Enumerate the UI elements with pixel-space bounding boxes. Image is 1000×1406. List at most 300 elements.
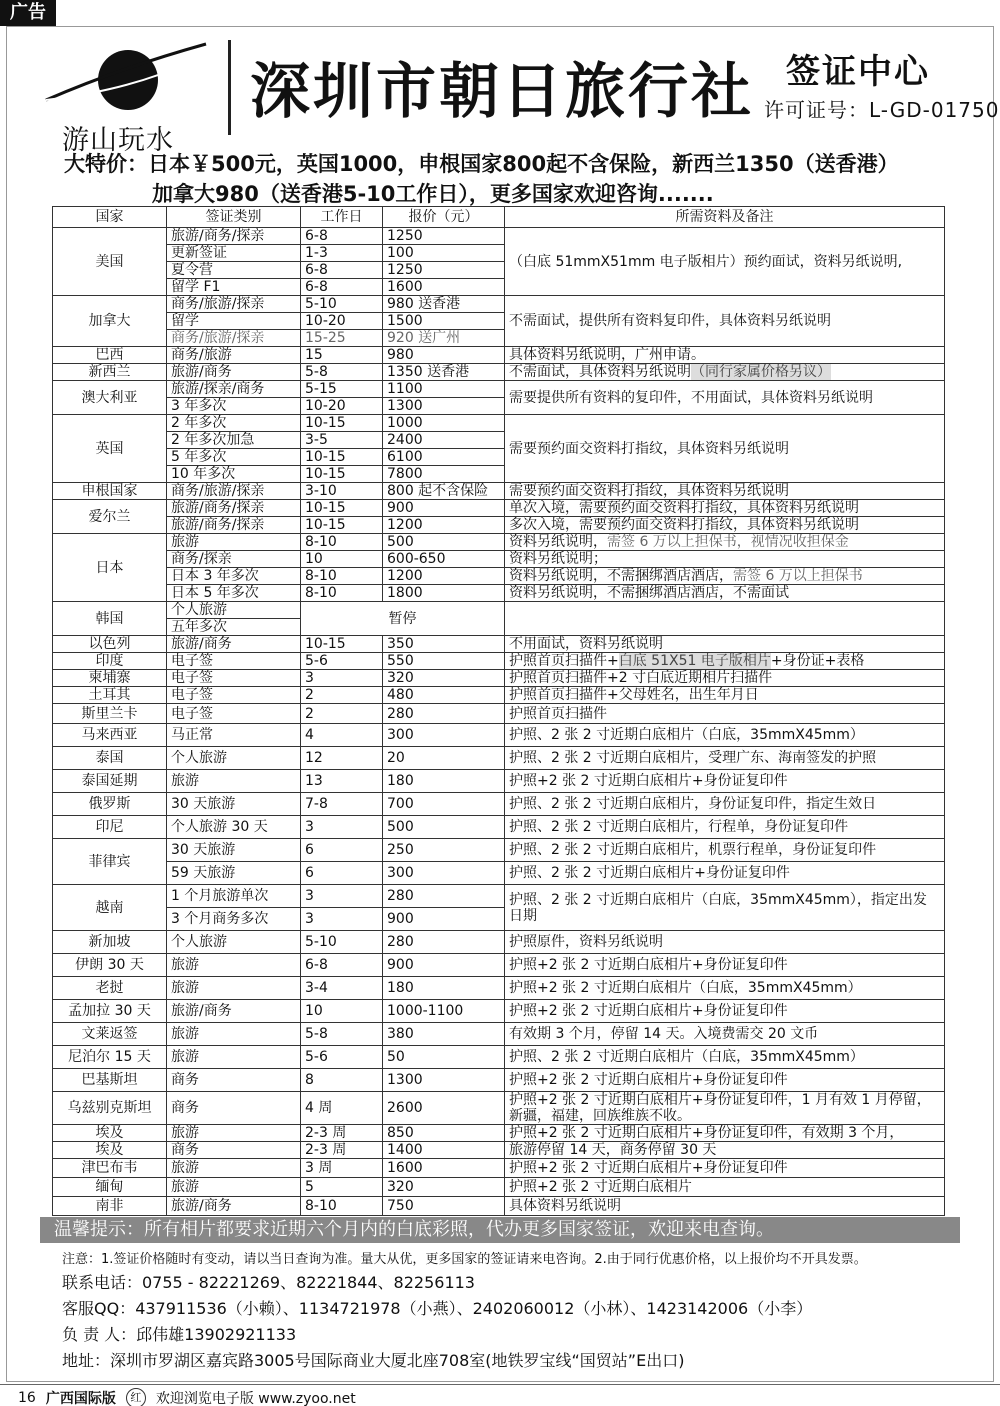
cell-notes xyxy=(505,1142,945,1159)
cell-days: 12 xyxy=(301,747,383,770)
cell-visa-type: 更新签证 xyxy=(167,245,301,262)
cell-price: 1300 xyxy=(383,398,505,415)
notes-text: 护照、2 张 2 寸近期白底相片，行程单，身份证复印件 xyxy=(509,819,849,835)
cell-visa-type: 5 年多次 xyxy=(167,449,301,466)
cell-visa-type: 旅游/商务/探亲 xyxy=(167,500,301,517)
footer xyxy=(18,1388,356,1406)
contact-address: 地址：深圳市罗湖区嘉宾路3005号国际商业大厦北座708室(地铁罗宝线“国贸站”E出口) xyxy=(62,1351,685,1370)
cell-visa-type: 商务/探亲 xyxy=(167,551,301,568)
cell-country: 南非 xyxy=(53,1197,167,1216)
cell-visa-type: 个人旅游 30 天 xyxy=(167,816,301,839)
header-notes: 所需资料及备注 xyxy=(505,207,945,228)
cell-price: 800 起不含保险 xyxy=(383,483,505,500)
cell-notes xyxy=(505,602,945,636)
cell-days: 2 xyxy=(301,704,383,724)
cell-price: 900 xyxy=(383,500,505,517)
cell-price: 2600 xyxy=(383,1092,505,1125)
notes-highlight: 需签 6 万以上担保书 xyxy=(733,568,863,584)
cell-price: 1250 xyxy=(383,262,505,279)
cell-country: 俄罗斯 xyxy=(53,793,167,816)
cell-days: 5-10 xyxy=(301,296,383,313)
edition-badge-icon: 红 xyxy=(126,1388,146,1406)
header-divider xyxy=(228,40,231,135)
table-row xyxy=(53,1092,945,1125)
notes-text: 护照、2 张 2 寸近期白底相片+身份证复印件 xyxy=(509,865,790,881)
cell-price: 350 xyxy=(383,636,505,653)
cell-price: 1000-1100 xyxy=(383,1000,505,1023)
cell-visa-type: 10 年多次 xyxy=(167,466,301,483)
notes-highlight: 白底 51X51 电子版相片 xyxy=(618,653,771,669)
table-row xyxy=(53,793,945,816)
cell-days: 10-15 xyxy=(301,415,383,432)
notes-text: 护照首页扫描件+2 寸白底近期相片扫描件 xyxy=(509,670,773,686)
notes-text: 护照、2 张 2 寸近期白底相片（白底，35mmX45mm），指定出发日期 xyxy=(509,891,927,924)
cell-visa-type: 留学 xyxy=(167,313,301,330)
globe-logo-icon xyxy=(40,38,210,116)
ad-label: 广告 xyxy=(0,0,56,26)
logo-text: 游山玩水 xyxy=(62,125,174,156)
cell-visa-type: 留学 F1 xyxy=(167,279,301,296)
cell-notes xyxy=(505,1159,945,1178)
cell-notes xyxy=(505,517,945,534)
notes-text: 不用面试，资料另纸说明 xyxy=(509,636,663,652)
cell-visa-type: 旅游/商务/探亲 xyxy=(167,228,301,245)
cell-notes xyxy=(505,347,945,364)
cell-visa-type: 商务/旅游/探亲 xyxy=(167,296,301,313)
cell-days: 10-15 xyxy=(301,466,383,483)
cell-visa-type: 旅游/商务 xyxy=(167,1197,301,1216)
cell-days: 7-8 xyxy=(301,793,383,816)
notes-text: （白底 51mmX51mm 电子版相片）预约面试，资料另纸说明, xyxy=(509,253,903,270)
website-link[interactable]: 欢迎浏览电子版 www.zyoo.net xyxy=(155,1391,356,1406)
table-row xyxy=(53,415,945,432)
cell-notes xyxy=(505,724,945,747)
table-row xyxy=(53,747,945,770)
visa-price-table xyxy=(52,206,945,1216)
cell-days: 10 xyxy=(301,1000,383,1023)
notes-text: 具体资料另纸说明，广州申请。 xyxy=(509,347,705,363)
cell-visa-type: 商务 xyxy=(167,1142,301,1159)
cell-country: 缅甸 xyxy=(53,1178,167,1197)
cell-country: 伊朗 30 天 xyxy=(53,954,167,977)
cell-country: 以色列 xyxy=(53,636,167,653)
cell-price: 550 xyxy=(383,653,505,670)
cell-days: 6 xyxy=(301,862,383,885)
cell-notes xyxy=(505,793,945,816)
cell-days: 8-10 xyxy=(301,568,383,585)
cell-visa-type: 商务/旅游 xyxy=(167,347,301,364)
cell-visa-type: 旅游/商务 xyxy=(167,636,301,653)
cell-price: 980 送香港 xyxy=(383,296,505,313)
cell-country: 申根国家 xyxy=(53,483,167,500)
cell-notes xyxy=(505,534,945,551)
cell-notes xyxy=(505,228,945,296)
cell-notes xyxy=(505,1069,945,1092)
cell-days: 13 xyxy=(301,770,383,793)
cell-country: 日本 xyxy=(53,534,167,602)
edition-name: 广西国际版 xyxy=(45,1391,116,1406)
notes-text: 护照、2 张 2 寸近期白底相片（白底，35mmX45mm） xyxy=(509,1049,864,1065)
table-row xyxy=(53,347,945,364)
cell-price: 180 xyxy=(383,770,505,793)
cell-country: 文莱返签 xyxy=(53,1023,167,1046)
contact-phone: 联系电话：0755 - 82221269、82221844、82256113 xyxy=(62,1273,475,1292)
table-header-row xyxy=(53,207,945,228)
cell-country: 埃及 xyxy=(53,1125,167,1142)
cell-notes xyxy=(505,415,945,483)
cell-days: 8-10 xyxy=(301,585,383,602)
table-row xyxy=(53,862,945,885)
cell-days: 3-4 xyxy=(301,977,383,1000)
cell-suspended: 暂停 xyxy=(301,602,505,636)
cell-notes xyxy=(505,839,945,862)
cell-notes xyxy=(505,636,945,653)
table-row xyxy=(53,551,945,568)
cell-visa-type: 个人旅游 xyxy=(167,602,301,619)
table-row xyxy=(53,517,945,534)
notes-text: 旅游停留 14 天，商务停留 30 天 xyxy=(509,1142,717,1158)
table-row xyxy=(53,704,945,724)
cell-days: 5-8 xyxy=(301,1023,383,1046)
notes-text: 护照首页扫描件 xyxy=(509,705,607,722)
cell-price: 1000 xyxy=(383,415,505,432)
cell-price: 2400 xyxy=(383,432,505,449)
notes-text: 需要提供所有资料的复印件，不用面试，具体资料另纸说明 xyxy=(509,389,873,406)
notes-text: 护照+2 张 2 寸近期白底相片+身份证复印件，有效期 3 个月， xyxy=(509,1125,904,1141)
cell-visa-type: 3 年多次 xyxy=(167,398,301,415)
cell-notes xyxy=(505,381,945,415)
cell-notes xyxy=(505,1092,945,1125)
cell-notes xyxy=(505,364,945,381)
cell-price: 280 xyxy=(383,704,505,724)
cell-country: 美国 xyxy=(53,228,167,296)
cell-visa-type: 个人旅游 xyxy=(167,931,301,954)
cell-country: 新西兰 xyxy=(53,364,167,381)
cell-price: 1250 xyxy=(383,228,505,245)
contact-manager: 负 责 人：邱伟雄13902921133 xyxy=(62,1325,297,1344)
footer-divider xyxy=(0,1384,1000,1385)
cell-price: 50 xyxy=(383,1046,505,1069)
agency-name: 深圳市朝日旅行社 xyxy=(250,57,754,127)
notes-text: 护照+2 张 2 寸近期白底相片+身份证复印件 xyxy=(509,1160,788,1176)
cell-days: 8 xyxy=(301,1069,383,1092)
cell-price: 900 xyxy=(383,908,505,931)
table-row xyxy=(53,885,945,908)
table-row xyxy=(53,1197,945,1216)
cell-price: 320 xyxy=(383,1178,505,1197)
header-country: 国家 xyxy=(53,207,167,228)
cell-price: 380 xyxy=(383,1023,505,1046)
cell-days: 6-8 xyxy=(301,262,383,279)
table-row xyxy=(53,1046,945,1069)
cell-country: 爱尔兰 xyxy=(53,500,167,534)
cell-visa-type: 旅游 xyxy=(167,1125,301,1142)
table-row xyxy=(53,670,945,687)
cell-notes xyxy=(505,670,945,687)
cell-price: 500 xyxy=(383,816,505,839)
cell-notes xyxy=(505,770,945,793)
cell-visa-type: 日本 5 年多次 xyxy=(167,585,301,602)
notes-text: 护照首页扫描件+父母姓名，出生年月日 xyxy=(509,687,759,703)
promo-line-2: 加拿大980（送香港5-10工作日），更多国家欢迎咨询....... xyxy=(152,182,714,206)
cell-visa-type: 旅游 xyxy=(167,1159,301,1178)
cell-days: 5-8 xyxy=(301,364,383,381)
cell-notes xyxy=(505,862,945,885)
cell-days: 3 xyxy=(301,885,383,908)
cell-days: 5-10 xyxy=(301,931,383,954)
notes-text: 不需面试，提供所有资料复印件，具体资料另纸说明 xyxy=(509,313,831,329)
cell-visa-type: 电子签 xyxy=(167,687,301,704)
cell-notes xyxy=(505,977,945,1000)
license-number: 许可证号：L-GD-01750 xyxy=(764,98,1000,122)
cell-visa-type: 2 年多次 xyxy=(167,415,301,432)
cell-price: 7800 xyxy=(383,466,505,483)
table-row xyxy=(53,534,945,551)
cell-visa-type: 旅游 xyxy=(167,1023,301,1046)
cell-days: 3-10 xyxy=(301,483,383,500)
cell-notes xyxy=(505,816,945,839)
cell-country: 巴西 xyxy=(53,347,167,364)
cell-price: 1100 xyxy=(383,381,505,398)
table-row xyxy=(53,1178,945,1197)
notes-text: 护照+2 张 2 寸近期白底相片+身份证复印件 xyxy=(509,773,788,789)
table-row xyxy=(53,653,945,670)
cell-country: 乌兹别克斯坦 xyxy=(53,1092,167,1125)
table-body xyxy=(53,228,945,1216)
cell-price: 20 xyxy=(383,747,505,770)
cell-days: 10-15 xyxy=(301,636,383,653)
cell-price: 1800 xyxy=(383,585,505,602)
cell-visa-type: 五年多次 xyxy=(167,619,301,636)
cell-visa-type: 30 天旅游 xyxy=(167,793,301,816)
cell-price: 100 xyxy=(383,245,505,262)
table-row xyxy=(53,816,945,839)
table-row xyxy=(53,483,945,500)
cell-days: 10-20 xyxy=(301,398,383,415)
cell-days: 5 xyxy=(301,1178,383,1197)
notes-text-after: +身份证+表格 xyxy=(770,653,865,669)
header-working-days: 工作日 xyxy=(301,207,383,228)
notice-text: 注意：1.签证价格随时有变动，请以当日查询为准。量大从优，更多国家的签证请来电咨询。2.由于同行优惠价格，以上报价均不开具发票。 xyxy=(62,1252,867,1267)
cell-price: 1600 xyxy=(383,279,505,296)
table-row xyxy=(53,954,945,977)
cell-visa-type: 旅游/商务/探亲 xyxy=(167,517,301,534)
cell-days: 15 xyxy=(301,347,383,364)
cell-price: 6100 xyxy=(383,449,505,466)
tip-banner: 温馨提示：所有相片都要求近期六个月内的白底彩照，代办更多国家签证，欢迎来电查询。 xyxy=(40,1217,960,1243)
cell-price: 500 xyxy=(383,534,505,551)
notes-text: 护照+2 张 2 寸近期白底相片（白底，35mmX45mm） xyxy=(509,980,862,996)
notes-text: 需要预约面交资料打指纹，具体资料另纸说明 xyxy=(509,440,789,457)
cell-country: 印尼 xyxy=(53,816,167,839)
cell-price: 250 xyxy=(383,839,505,862)
notes-text: 护照、2 张 2 寸近期白底相片，受理广东、海南签发的护照 xyxy=(509,750,877,766)
cell-notes xyxy=(505,931,945,954)
cell-notes xyxy=(505,551,945,568)
cell-price: 1300 xyxy=(383,1069,505,1092)
notes-text: 护照+2 张 2 寸近期白底相片+身份证复印件 xyxy=(509,1072,788,1088)
cell-visa-type: 3 个月商务多次 xyxy=(167,908,301,931)
cell-country: 加拿大 xyxy=(53,296,167,347)
cell-days: 15-25 xyxy=(301,330,383,347)
notes-text: 需要预约面交资料打指纹，具体资料另纸说明 xyxy=(509,483,789,499)
cell-visa-type: 旅游/探亲/商务 xyxy=(167,381,301,398)
table-row xyxy=(53,296,945,313)
cell-price: 980 xyxy=(383,347,505,364)
cell-country: 新加坡 xyxy=(53,931,167,954)
table-row xyxy=(53,977,945,1000)
cell-price: 1400 xyxy=(383,1142,505,1159)
notes-text: 不需面试，具体资料另纸说明 xyxy=(509,364,691,380)
cell-notes xyxy=(505,483,945,500)
cell-visa-type: 旅游 xyxy=(167,1178,301,1197)
cell-days: 3 周 xyxy=(301,1159,383,1178)
cell-price: 600-650 xyxy=(383,551,505,568)
cell-country: 印度 xyxy=(53,653,167,670)
table-row xyxy=(53,1159,945,1178)
cell-visa-type: 电子签 xyxy=(167,670,301,687)
cell-visa-type: 59 天旅游 xyxy=(167,862,301,885)
cell-visa-type: 个人旅游 xyxy=(167,747,301,770)
notes-text: 有效期 3 个月，停留 14 天。入境费需交 20 文币 xyxy=(509,1026,819,1042)
table-row xyxy=(53,1023,945,1046)
table-row xyxy=(53,770,945,793)
cell-price: 920 送广州 xyxy=(383,330,505,347)
cell-visa-type: 旅游/商务 xyxy=(167,364,301,381)
header-visa-type: 签证类别 xyxy=(167,207,301,228)
cell-notes xyxy=(505,687,945,704)
promo-line-1: 大特价：日本￥500元，英国1000，申根国家800起不含保险，新西兰1350（送香港） xyxy=(64,152,899,176)
table-row xyxy=(53,1142,945,1159)
cell-country: 越南 xyxy=(53,885,167,931)
notes-text: 护照、2 张 2 寸近期白底相片，机票行程单，身份证复印件 xyxy=(509,842,877,858)
cell-days: 8-10 xyxy=(301,1197,383,1216)
cell-country: 老挝 xyxy=(53,977,167,1000)
cell-visa-type: 日本 3 年多次 xyxy=(167,568,301,585)
contact-qq: 客服QQ：437911536（小赖）、1134721978（小燕）、2402060012（小林）、1423142006（小李） xyxy=(62,1299,813,1318)
table-row xyxy=(53,839,945,862)
cell-notes xyxy=(505,585,945,602)
cell-days: 6-8 xyxy=(301,228,383,245)
cell-visa-type: 2 年多次加急 xyxy=(167,432,301,449)
cell-days: 6-8 xyxy=(301,279,383,296)
cell-notes xyxy=(505,1125,945,1142)
cell-country: 菲律宾 xyxy=(53,839,167,885)
cell-days: 3 xyxy=(301,670,383,687)
notes-text: 护照首页扫描件+ xyxy=(509,653,619,669)
cell-notes xyxy=(505,1046,945,1069)
cell-price: 300 xyxy=(383,862,505,885)
cell-visa-type: 30 天旅游 xyxy=(167,839,301,862)
cell-visa-type: 旅游 xyxy=(167,1046,301,1069)
cell-visa-type: 1 个月旅游单次 xyxy=(167,885,301,908)
cell-notes xyxy=(505,954,945,977)
notes-text: 资料另纸说明，不需捆绑酒店酒店， xyxy=(509,568,733,584)
cell-visa-type: 商务/旅游/探亲 xyxy=(167,330,301,347)
cell-price: 280 xyxy=(383,885,505,908)
notes-text: 资料另纸说明，不需捆绑酒店酒店，不需面试 xyxy=(509,585,789,601)
table-row xyxy=(53,1125,945,1142)
cell-notes xyxy=(505,885,945,931)
notes-text: 护照、2 张 2 寸近期白底相片（白底，35mmX45mm） xyxy=(509,727,864,743)
notes-text: 护照、2 张 2 寸近期白底相片，身份证复印件，指定生效日 xyxy=(509,796,877,812)
notes-text: 护照+2 张 2 寸近期白底相片+身份证复印件 xyxy=(509,957,788,973)
table-row xyxy=(53,602,945,619)
cell-days: 5-6 xyxy=(301,1046,383,1069)
cell-visa-type: 旅游 xyxy=(167,770,301,793)
cell-country: 泰国延期 xyxy=(53,770,167,793)
table-row xyxy=(53,724,945,747)
cell-visa-type: 旅游 xyxy=(167,534,301,551)
cell-price: 1350 送香港 xyxy=(383,364,505,381)
cell-country: 柬埔寨 xyxy=(53,670,167,687)
cell-days: 2 xyxy=(301,687,383,704)
notes-text: 护照原件，资料另纸说明 xyxy=(509,934,663,950)
cell-days: 5-15 xyxy=(301,381,383,398)
notes-text: 护照+2 张 2 寸近期白底相片+身份证复印件，1 月有效 1 月停留，新疆，福建，回族维族不收。 xyxy=(509,1092,931,1124)
notes-text: 多次入境，需要预约面交资料打指纹，具体资料另纸说明 xyxy=(509,517,859,533)
cell-days: 2-3 周 xyxy=(301,1142,383,1159)
cell-visa-type: 电子签 xyxy=(167,704,301,724)
cell-days: 1-3 xyxy=(301,245,383,262)
cell-notes xyxy=(505,747,945,770)
cell-visa-type: 旅游 xyxy=(167,977,301,1000)
table-row xyxy=(53,500,945,517)
cell-price: 1200 xyxy=(383,568,505,585)
cell-price: 700 xyxy=(383,793,505,816)
cell-days: 10-15 xyxy=(301,517,383,534)
cell-notes xyxy=(505,296,945,347)
cell-notes xyxy=(505,500,945,517)
cell-country: 澳大利亚 xyxy=(53,381,167,415)
cell-price: 280 xyxy=(383,931,505,954)
cell-notes xyxy=(505,1178,945,1197)
cell-days: 4 周 xyxy=(301,1092,383,1125)
cell-country: 埃及 xyxy=(53,1142,167,1159)
cell-price: 1600 xyxy=(383,1159,505,1178)
cell-days: 10-15 xyxy=(301,449,383,466)
cell-country: 土耳其 xyxy=(53,687,167,704)
table-row xyxy=(53,1000,945,1023)
cell-visa-type: 电子签 xyxy=(167,653,301,670)
notes-highlight: 需签 6 万以上担保书，视情况收担保金 xyxy=(607,534,849,550)
cell-days: 3 xyxy=(301,908,383,931)
cell-price: 1500 xyxy=(383,313,505,330)
cell-days: 10-15 xyxy=(301,500,383,517)
cell-price: 1200 xyxy=(383,517,505,534)
cell-country: 津巴布韦 xyxy=(53,1159,167,1178)
cell-price: 850 xyxy=(383,1125,505,1142)
cell-country: 英国 xyxy=(53,415,167,483)
cell-notes xyxy=(505,1197,945,1216)
notes-text: 具体资料另纸说明 xyxy=(509,1198,621,1214)
notes-text: 护照+2 张 2 寸近期白底相片 xyxy=(509,1179,692,1195)
cell-days: 6-8 xyxy=(301,954,383,977)
cell-country: 孟加拉 30 天 xyxy=(53,1000,167,1023)
cell-visa-type: 夏令营 xyxy=(167,262,301,279)
cell-visa-type: 商务 xyxy=(167,1092,301,1125)
header xyxy=(0,30,1000,156)
table-row xyxy=(53,687,945,704)
table-row xyxy=(53,568,945,585)
header-price: 报价（元） xyxy=(383,207,505,228)
cell-days: 4 xyxy=(301,724,383,747)
table-row xyxy=(53,381,945,398)
cell-price: 300 xyxy=(383,724,505,747)
cell-visa-type: 商务 xyxy=(167,1069,301,1092)
table-row xyxy=(53,228,945,245)
cell-days: 10-20 xyxy=(301,313,383,330)
